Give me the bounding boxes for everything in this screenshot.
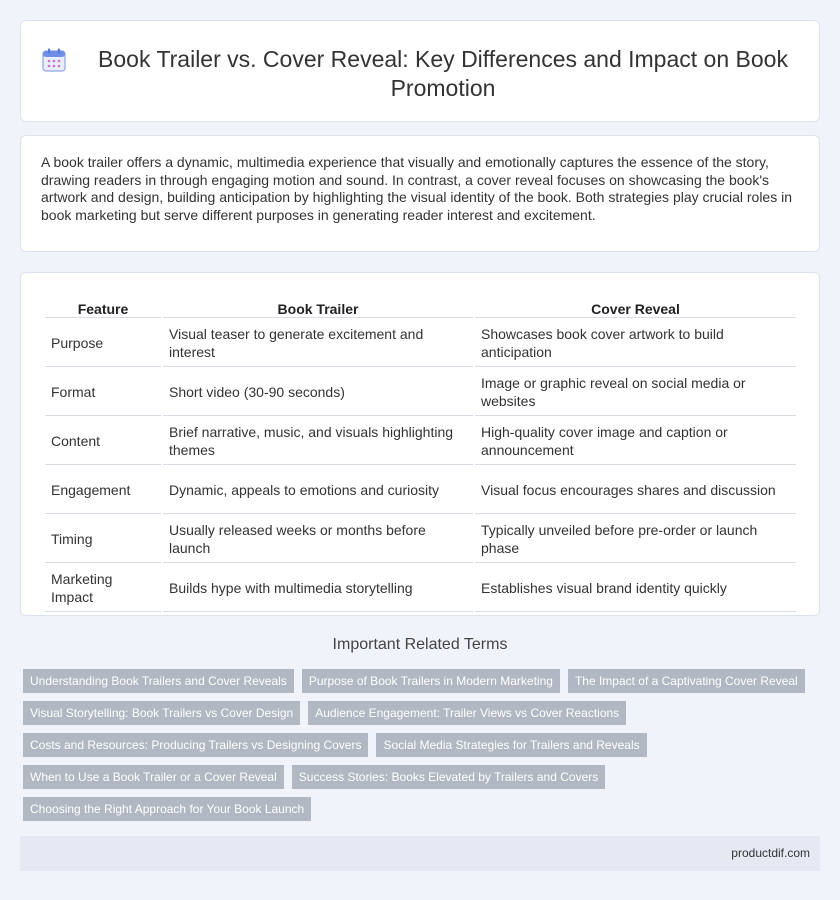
table-row — [45, 467, 796, 514]
footer — [20, 836, 820, 871]
related-term-tag[interactable]: Understanding Book Trailers and Cover Reveals — [23, 669, 294, 693]
comparison-table — [43, 295, 798, 614]
table-row — [45, 565, 796, 612]
related-term-tag[interactable]: Costs and Resources: Producing Trailers vs Designing Covers — [23, 733, 368, 757]
cover-reveal-cell: High-quality cover image and caption or announcement — [475, 418, 796, 465]
related-terms-title: Important Related Terms — [332, 636, 508, 653]
header-cover-reveal: Cover Reveal — [475, 297, 796, 318]
related-term-tag[interactable]: Choosing the Right Approach for Your Book Launch — [23, 797, 311, 821]
related-term-tag[interactable]: Purpose of Book Trailers in Modern Marketing — [302, 669, 560, 693]
related-term-tag[interactable]: Success Stories: Books Elevated by Trailers and Covers — [292, 765, 605, 789]
related-term-tag[interactable]: Visual Storytelling: Book Trailers vs Cover Design — [23, 701, 300, 725]
feature-cell: Timing — [45, 516, 161, 563]
book-trailer-cell: Visual teaser to generate excitement and interest — [163, 320, 473, 367]
related-term-tag[interactable]: Social Media Strategies for Trailers and Reveals — [376, 733, 646, 757]
related-term-tag[interactable]: The Impact of a Captivating Cover Reveal — [568, 669, 805, 693]
table-row — [45, 516, 796, 563]
related-terms-list — [23, 669, 813, 821]
book-trailer-cell: Short video (30-90 seconds) — [163, 369, 473, 416]
intro-card — [20, 135, 820, 252]
related-term-tag[interactable]: When to Use a Book Trailer or a Cover Reveal — [23, 765, 284, 789]
feature-cell: Format — [45, 369, 161, 416]
page-title: Book Trailer vs. Cover Reveal: Key Differences and Impact on Book Promotion — [98, 46, 788, 101]
header-card — [20, 20, 820, 122]
feature-cell: Engagement — [45, 467, 161, 514]
related-term-tag[interactable]: Audience Engagement: Trailer Views vs Cover Reactions — [308, 701, 626, 725]
table-row — [45, 320, 796, 367]
header-book-trailer: Book Trailer — [163, 297, 473, 318]
cover-reveal-cell: Showcases book cover artwork to build anticipation — [475, 320, 796, 367]
footer-site-link[interactable]: productdif.com — [731, 846, 810, 860]
table-row — [45, 369, 796, 416]
cover-reveal-cell: Typically unveiled before pre-order or launch phase — [475, 516, 796, 563]
intro-paragraph: A book trailer offers a dynamic, multimedia experience that visually and emotionally captures the essence of the story, drawing readers in through engaging motion and sound. In contrast, a cover reveal focuses on showcasing the book's artwork and design, building anticipation by highlighting the visual identity of the book. Both strategies play crucial roles in book marketing but serve different purposes in generating reader interest and excitement. — [41, 154, 792, 223]
calendar-icon — [41, 47, 67, 73]
cover-reveal-cell: Image or graphic reveal on social media or websites — [475, 369, 796, 416]
book-trailer-cell: Dynamic, appeals to emotions and curiosity — [163, 467, 473, 514]
feature-cell: Content — [45, 418, 161, 465]
table-row — [45, 418, 796, 465]
cover-reveal-cell: Establishes visual brand identity quickly — [475, 565, 796, 612]
header-feature: Feature — [45, 297, 161, 318]
feature-cell: Marketing Impact — [45, 565, 161, 612]
table-header-row — [45, 297, 796, 318]
book-trailer-cell: Usually released weeks or months before launch — [163, 516, 473, 563]
feature-cell: Purpose — [45, 320, 161, 367]
book-trailer-cell: Builds hype with multimedia storytelling — [163, 565, 473, 612]
comparison-card — [20, 272, 820, 616]
book-trailer-cell: Brief narrative, music, and visuals highlighting themes — [163, 418, 473, 465]
cover-reveal-cell: Visual focus encourages shares and discussion — [475, 467, 796, 514]
